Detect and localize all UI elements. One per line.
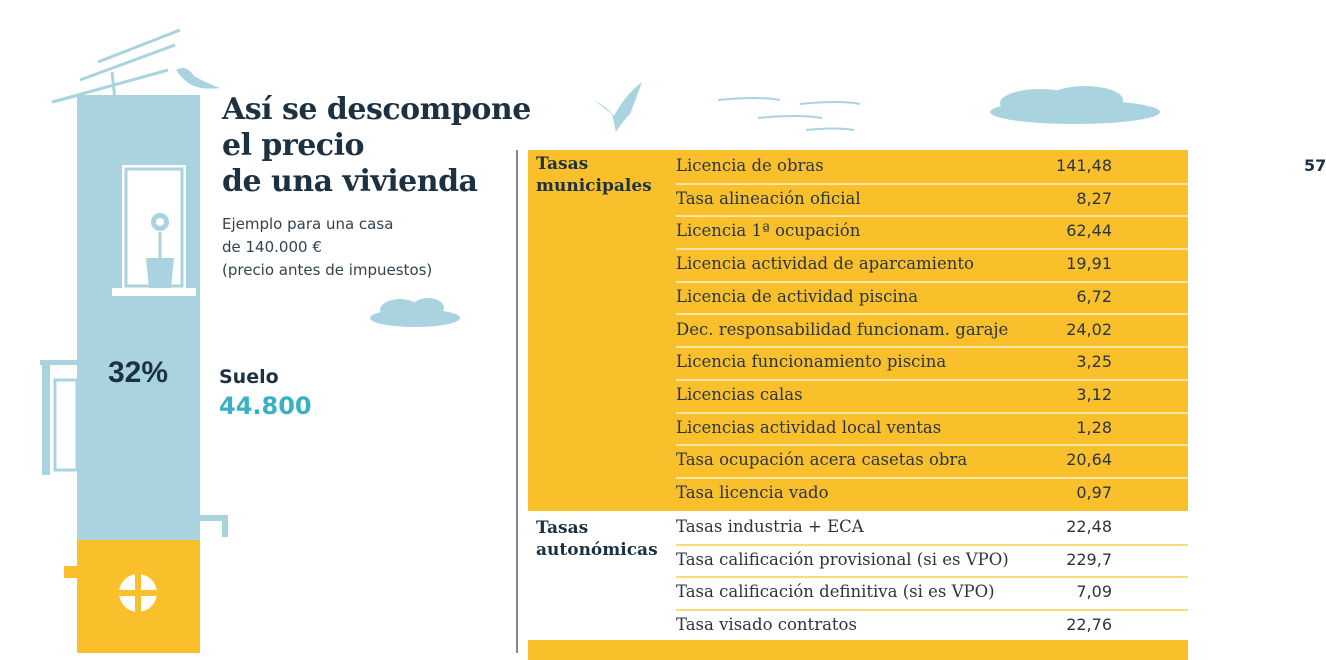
table-row <box>676 511 1188 546</box>
table-row <box>676 576 1188 611</box>
row-value: 0,97 <box>1076 483 1112 502</box>
next-group-strip <box>528 640 1188 660</box>
suelo-label: Suelo <box>219 366 279 388</box>
row-value: 3,12 <box>1076 384 1112 404</box>
table-row <box>676 215 1188 250</box>
table-row <box>676 248 1188 283</box>
table-row <box>676 412 1188 447</box>
bird-icon <box>176 68 220 89</box>
table-row <box>676 544 1188 579</box>
row-value: 22,76 <box>1066 615 1112 635</box>
table-row <box>676 314 1188 349</box>
row-value: 22,48 <box>1066 517 1112 536</box>
table-row <box>676 281 1188 316</box>
group-name <box>536 153 652 197</box>
row-value: 141,48 <box>1056 156 1112 175</box>
title-line: de una vivienda <box>222 164 478 199</box>
row-label: Tasa visado contratos <box>676 615 857 635</box>
bird-icon <box>594 82 642 132</box>
row-value: 20,64 <box>1066 450 1112 470</box>
group-name-line: Tasas <box>536 154 589 174</box>
group-partial-total: 57 <box>1304 156 1326 175</box>
row-label: Tasa calificación definitiva (si es VPO) <box>676 582 995 602</box>
row-label: Licencia de actividad piscina <box>676 286 919 306</box>
group-name-line: municipales <box>536 176 652 196</box>
table-row <box>676 183 1188 218</box>
row-label: Tasa ocupación acera casetas obra <box>676 450 968 470</box>
suelo-percent: 32% <box>108 356 169 389</box>
subtitle-line: Ejemplo para una casa <box>222 215 394 233</box>
fees-table <box>516 150 1326 653</box>
row-value: 19,91 <box>1066 254 1112 274</box>
group-name-line: Tasas <box>536 518 589 538</box>
row-value: 24,02 <box>1066 319 1112 339</box>
row-value: 7,09 <box>1076 582 1112 602</box>
cloud-icon <box>370 298 460 327</box>
row-label: Tasa calificación provisional (si es VPO) <box>676 549 1009 569</box>
subtitle <box>222 213 512 282</box>
row-label: Licencia funcionamiento piscina <box>676 352 947 372</box>
group-tasas-autonomicas <box>528 511 1188 642</box>
group-name-line: autonómicas <box>536 540 658 560</box>
row-value: 62,44 <box>1066 221 1112 241</box>
suelo-value: 44.800 <box>219 392 312 420</box>
table-row <box>676 609 1188 642</box>
table-row <box>676 444 1188 479</box>
row-label: Tasa licencia vado <box>676 483 829 502</box>
table-row <box>676 477 1188 510</box>
row-label: Dec. responsabilidad funcionam. garaje <box>676 319 1009 339</box>
table-row <box>676 379 1188 414</box>
title-line: el precio <box>222 128 364 163</box>
page-title <box>222 92 552 200</box>
row-label: Licencia actividad de aparcamiento <box>676 254 974 274</box>
subtitle-line: de 140.000 € <box>222 238 322 256</box>
row-label: Licencia de obras <box>676 156 824 175</box>
group-name <box>536 517 658 561</box>
group-tasas-municipales <box>528 150 1326 511</box>
row-label: Licencias actividad local ventas <box>676 417 942 437</box>
table-row <box>676 346 1188 381</box>
row-label: Tasa alineación oficial <box>676 188 861 208</box>
subtitle-line: (precio antes de impuestos) <box>222 261 433 279</box>
title-line: Así se descompone <box>222 92 531 127</box>
table-row <box>676 150 1326 185</box>
round-window-icon <box>119 574 157 612</box>
row-value: 229,7 <box>1066 549 1112 569</box>
row-label: Licencia 1ª ocupación <box>676 221 861 241</box>
row-value: 8,27 <box>1076 188 1112 208</box>
row-label: Tasas industria + ECA <box>676 517 864 536</box>
row-value: 3,25 <box>1076 352 1112 372</box>
cloud-icon <box>990 86 1160 124</box>
row-value: 1,28 <box>1076 417 1112 437</box>
row-label: Licencias calas <box>676 384 803 404</box>
row-value: 6,72 <box>1076 286 1112 306</box>
